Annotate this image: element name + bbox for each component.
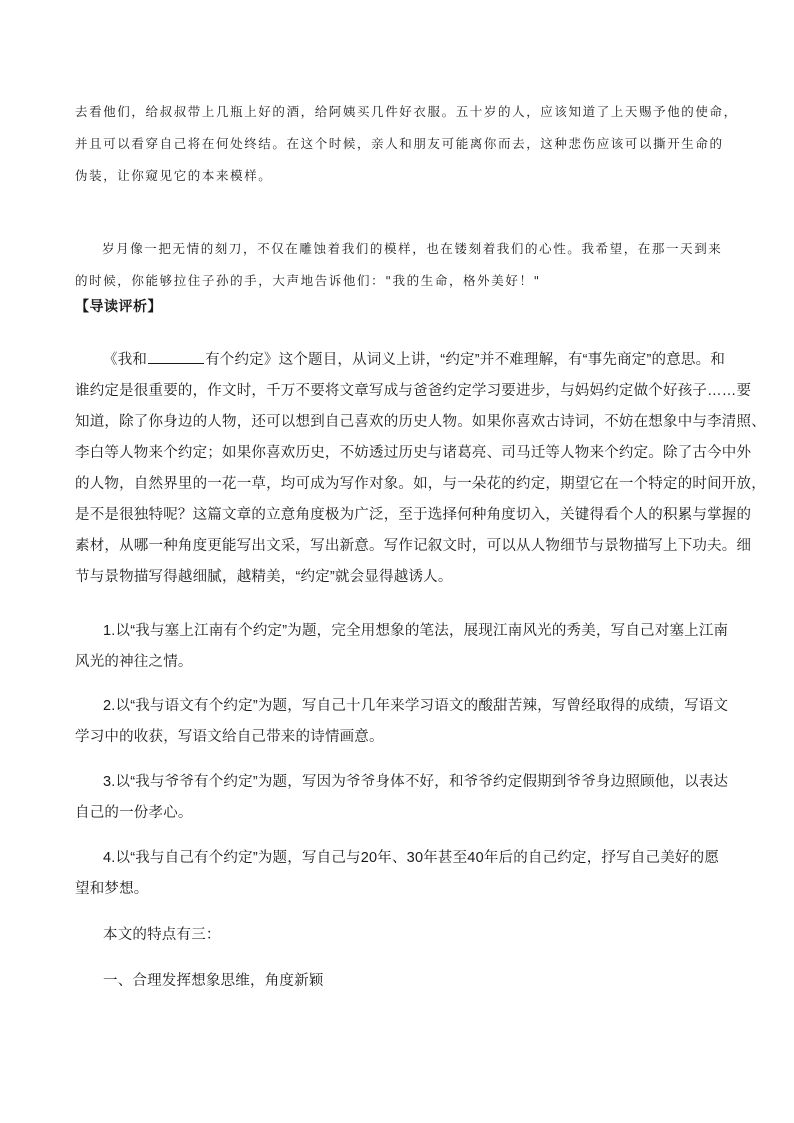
intro-prefix: 《我和 xyxy=(103,352,148,368)
passage-line: 去看他们，给叔叔带上几瓶上好的酒，给阿姨买几件好衣服。五十岁的人，应该知道了上天赐予他的使命， xyxy=(75,104,738,119)
analysis-line: 谁约定是很重要的，作文时，千万不要将文章写成与爸爸约定学习要进步，与妈妈约定做个好孩子……要 xyxy=(75,383,752,399)
analysis-item-1 xyxy=(75,616,729,678)
passage-line: 并且可以看穿自己将在何处终结。在这个时候，亲人和朋友可能离你而去，这种悲伤应该可以撕开生命的 xyxy=(75,136,724,151)
section-title: 【导读评析】 xyxy=(75,298,162,314)
item-line: 学习中的收获，写语文给自己带来的诗情画意。 xyxy=(75,729,384,745)
feature-1-line: 一、合理发挥想象思维，角度新颖 xyxy=(103,973,324,989)
item-line: 自己的一份孝心。 xyxy=(75,805,193,821)
feature-1-heading xyxy=(75,966,720,997)
analysis-line: 是不是很独特呢？这篇文章的立意角度极为广泛，至于选择何种角度切入，关键得看个人的积累与掌握的 xyxy=(75,507,752,523)
analysis-line: 节与景物描写得越细腻，越精美，“约定”就会显得越诱人。 xyxy=(75,569,453,585)
intro-suffix: 有个约定》这个题目，从词义上讲，“约定”并不难理解，有“事先商定”的意思。和 xyxy=(205,352,726,368)
analysis-item-2 xyxy=(75,691,729,753)
analysis-item-3 xyxy=(75,767,729,829)
features-intro-line: 本文的特点有三： xyxy=(103,927,221,943)
analysis-item-4 xyxy=(75,843,720,905)
item-line: 3.以“我与爷爷有个约定”为题，写因为爷爷身体不好，和爷爷约定假期到爷爷身边照顾他，以表达 xyxy=(103,774,729,790)
analysis-line: 的人物，自然界里的一花一草，均可成为写作对象。如，与一朵花的约定，期望它在一个特定的时间开放， xyxy=(75,476,766,492)
passage-line: 伪装，让你窥见它的本来模样。 xyxy=(75,168,273,183)
item-line: 望和梦想。 xyxy=(75,881,149,897)
analysis-line xyxy=(75,345,726,376)
passage-line: 岁月像一把无情的刻刀，不仅在雕蚀着我们的模样，也在镂刻着我们的心性。我希望，在那一天到来 xyxy=(102,241,723,256)
analysis-line: 李白等人物来个约定；如果你喜欢历史，不妨透过历史与诸葛亮、司马迁等人物来个约定。除了古今中外 xyxy=(75,445,752,461)
passage-paragraph-2 xyxy=(75,233,723,297)
analysis-intro-paragraph xyxy=(75,345,766,593)
features-intro xyxy=(75,920,720,951)
analysis-line: 知道，除了你身边的人物，还可以想到自己喜欢的历史人物。如果你喜欢古诗词，不妨在想象中与李清照、 xyxy=(75,414,766,430)
fill-in-blank xyxy=(148,349,204,364)
item-line: 2.以“我与语文有个约定”为题，写自己十几年来学习语文的酸甜苦辣，写曾经取得的成绩，写语文 xyxy=(103,698,729,714)
item-line: 1.以“我与塞上江南有个约定”为题，完全用想象的笔法，展现江南风光的秀美，写自己对塞上江南 xyxy=(103,623,729,639)
analysis-line: 素材，从哪一种角度更能写出文采，写出新意。写作记叙文时，可以从人物细节与景物描写上下功夫。细 xyxy=(75,538,752,554)
item-line: 4.以“我与自己有个约定”为题，写自己与20年、30年甚至40年后的自己约定，抒写自己美好的愿 xyxy=(103,850,720,866)
passage-line: 的时候，你能够拉住子孙的手，大声地告诉他们："我的生命，格外美好！" xyxy=(75,273,541,288)
passage-paragraph-1 xyxy=(75,96,738,192)
item-line: 风光的神往之情。 xyxy=(75,654,193,670)
